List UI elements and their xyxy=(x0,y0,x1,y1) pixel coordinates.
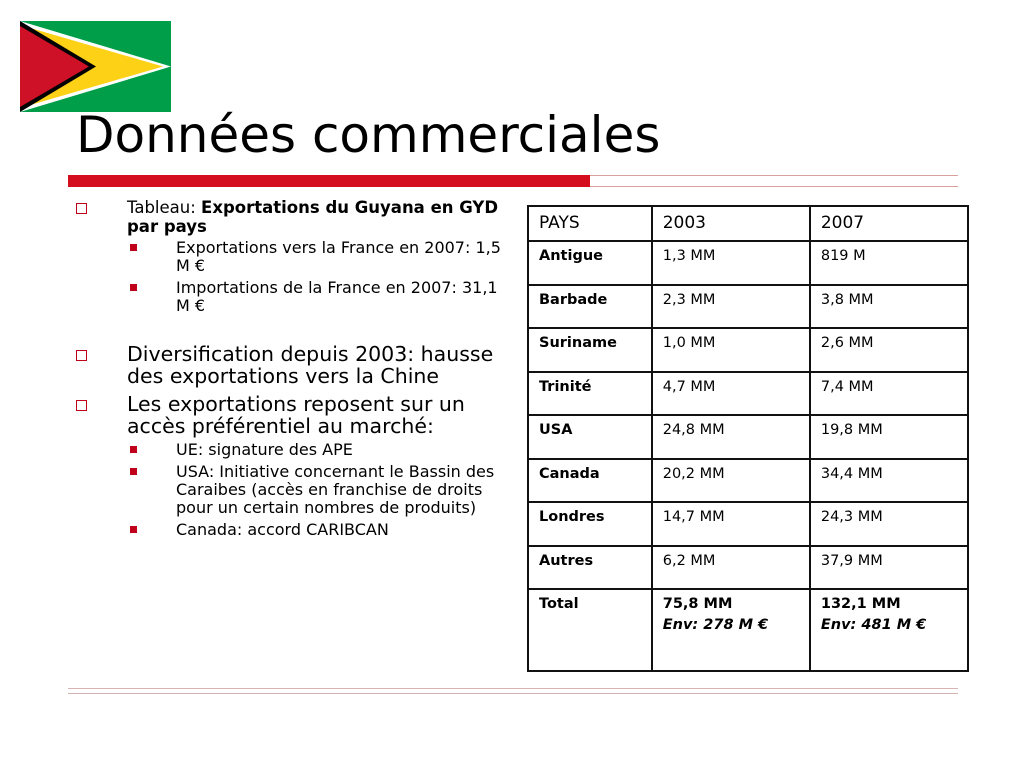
hollow-square-bullet-icon xyxy=(76,203,87,214)
cell-2007: 24,3 MM xyxy=(810,502,968,546)
table-row xyxy=(528,328,968,372)
filled-square-bullet-icon xyxy=(130,468,137,475)
table-total-row xyxy=(528,589,968,671)
cell-2003: 2,3 MM xyxy=(652,285,810,329)
table-row xyxy=(528,285,968,329)
bullet-text: Les exportations reposent sur un accès préférentiel au marché: xyxy=(127,392,465,438)
sub-bullet-text: Canada: accord CARIBCAN xyxy=(176,520,389,539)
title-divider-thick xyxy=(68,175,590,187)
cell-2007: 19,8 MM xyxy=(810,415,968,459)
cell-country: Londres xyxy=(528,502,652,546)
sub-bullet xyxy=(74,521,504,539)
total-2003-value: 75,8 MM xyxy=(662,596,733,613)
cell-country: Canada xyxy=(528,459,652,503)
bullet-list xyxy=(74,198,504,543)
cell-total-2003 xyxy=(652,589,810,671)
cell-2003: 4,7 MM xyxy=(652,372,810,416)
cell-2003: 20,2 MM xyxy=(652,459,810,503)
total-2007-euro: Env: 481 M € xyxy=(820,617,927,634)
bullet-bold-text: Exportations du Guyana en GYD par pays xyxy=(127,198,499,236)
cell-2007: 2,6 MM xyxy=(810,328,968,372)
title-divider-thin-lower xyxy=(590,186,958,187)
filled-square-bullet-icon xyxy=(130,446,137,453)
cell-total-label: Total xyxy=(528,589,652,671)
cell-2007: 819 M xyxy=(810,241,968,285)
hollow-square-bullet-icon xyxy=(76,350,87,361)
header-pays: PAYS xyxy=(528,206,652,241)
table-row xyxy=(528,372,968,416)
bullet-diversification xyxy=(74,343,504,387)
guyana-flag-icon xyxy=(20,21,171,112)
total-2003-euro: Env: 278 M € xyxy=(662,617,769,634)
bullet-prefix: Tableau: xyxy=(127,198,202,217)
sub-bullet-text: Importations de la France en 2007: 31,1 M € xyxy=(176,278,498,315)
cell-total-2007 xyxy=(810,589,968,671)
cell-country: Antigue xyxy=(528,241,652,285)
sub-bullet-list xyxy=(74,239,504,315)
table-row xyxy=(528,241,968,285)
table-row xyxy=(528,546,968,590)
cell-2007: 34,4 MM xyxy=(810,459,968,503)
header-2003: 2003 xyxy=(652,206,810,241)
sub-bullet-text: Exportations vers la France en 2007: 1,5 M € xyxy=(176,238,501,275)
sub-bullet-text: UE: signature des APE xyxy=(176,440,353,459)
sub-bullet-list xyxy=(74,441,504,539)
cell-country: USA xyxy=(528,415,652,459)
footer-divider xyxy=(68,693,958,694)
cell-country: Barbade xyxy=(528,285,652,329)
filled-square-bullet-icon xyxy=(130,244,137,251)
hollow-square-bullet-icon xyxy=(76,400,87,411)
exports-table xyxy=(527,205,969,672)
cell-2003: 14,7 MM xyxy=(652,502,810,546)
cell-country: Trinité xyxy=(528,372,652,416)
table-header-row xyxy=(528,206,968,241)
slide-title: Données commerciales xyxy=(76,106,661,164)
cell-2003: 1,0 MM xyxy=(652,328,810,372)
table-row xyxy=(528,502,968,546)
sub-bullet xyxy=(74,279,504,315)
cell-2003: 1,3 MM xyxy=(652,241,810,285)
cell-2007: 37,9 MM xyxy=(810,546,968,590)
cell-2007: 7,4 MM xyxy=(810,372,968,416)
sub-bullet xyxy=(74,463,504,517)
filled-square-bullet-icon xyxy=(130,284,137,291)
bullet-preferential-access xyxy=(74,393,504,437)
cell-2003: 24,8 MM xyxy=(652,415,810,459)
table-row xyxy=(528,459,968,503)
total-2007-value: 132,1 MM xyxy=(820,596,901,613)
cell-country: Autres xyxy=(528,546,652,590)
sub-bullet xyxy=(74,441,504,459)
bullet-text: Diversification depuis 2003: hausse des exportations vers la Chine xyxy=(127,342,494,388)
cell-2007: 3,8 MM xyxy=(810,285,968,329)
bullet-table-intro xyxy=(74,198,504,236)
header-2007: 2007 xyxy=(810,206,968,241)
filled-square-bullet-icon xyxy=(130,526,137,533)
sub-bullet-text: USA: Initiative concernant le Bassin des Caraibes (accès en franchise de droits pour un certain nombres de produits) xyxy=(176,462,495,517)
sub-bullet xyxy=(74,239,504,275)
table-row xyxy=(528,415,968,459)
footer-divider xyxy=(68,688,958,689)
cell-2003: 6,2 MM xyxy=(652,546,810,590)
cell-country: Suriname xyxy=(528,328,652,372)
